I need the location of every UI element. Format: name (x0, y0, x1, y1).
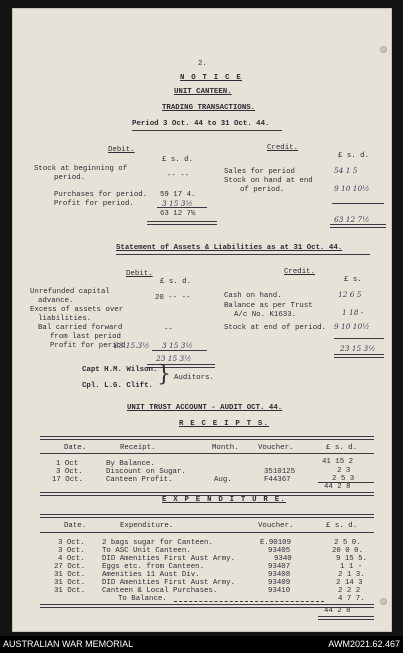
sales-label: Sales for period (224, 168, 295, 176)
receipt-row-2-date: 3 Oct. (56, 468, 83, 476)
receipt-row-2-desc: Discount on Sugar. (106, 468, 186, 476)
auditor-two: Cpl. L.G. Clift. (82, 382, 153, 390)
receipt-row-1-desc: By Balance. (106, 460, 155, 468)
exp-row-8-amount: 4 7 7. (338, 595, 365, 603)
trading-lsd-head-left: £ s. d. (162, 156, 194, 164)
exp-row-7-voucher: 93410 (268, 587, 291, 595)
exp-row-5-voucher: 93408 (268, 571, 291, 579)
period-heading: Period 3 Oct. 44 to 31 Oct. 44. (132, 120, 270, 128)
expenditure-total: 44 2 8 (324, 607, 351, 615)
auditors-brace: } (157, 362, 171, 387)
receipts-header-rule (40, 453, 374, 454)
exp-row-6-amount: 2 14 3 (336, 579, 363, 587)
receipt-row-3-desc: Canteen Profit. (106, 476, 173, 484)
exp-row-4-desc: Eggs etc. from Canteen. (102, 563, 205, 571)
statement-credit-rule (334, 338, 384, 339)
exp-row-2-amount: 20 0 0. (332, 547, 364, 555)
document-page (12, 8, 392, 632)
balance-value: 1 18 - (342, 308, 364, 317)
stock-end-label-2: of period. (240, 186, 285, 194)
balance-label-2: A/c No. K1633. (234, 311, 297, 319)
statement-heading: Statement of Assets & Liabilities as at 31 Oct. 44. (116, 244, 343, 252)
exp-row-5-amount: 2 1 3. (338, 571, 365, 579)
exp-row-7-amount: 2 2 2 (338, 587, 361, 595)
profit-label: Profit for period. (54, 200, 134, 208)
stock-begin-value: -- -- (167, 172, 190, 180)
unrefunded-value: 20 -- -- (155, 294, 191, 302)
archive-footer (0, 636, 403, 653)
bal-carried-label-1: Bal carried forward (38, 324, 123, 332)
receipt-row-1-amount: 41 15 2 (322, 458, 354, 466)
bal-carried-value: -- (164, 326, 173, 334)
trading-credit-head: Credit. (267, 144, 299, 152)
stock-end-value: 9 10 10½ (334, 184, 370, 193)
statement-underline (116, 254, 370, 255)
exp-row-2-desc: To ASC Unit Canteen. (102, 547, 191, 555)
exp-row-4-voucher: 93407 (268, 563, 291, 571)
statement-profit-value: £3.15.3½ (114, 341, 150, 350)
exp-row-4-date: 27 Oct. (54, 563, 86, 571)
purchases-value: 59 17 4. (160, 191, 196, 199)
statement-stock-value: 9 10 10½ (334, 322, 370, 331)
receipts-col-receipt: Receipt. (120, 444, 156, 452)
footer-institution: AUSTRALIAN WAR MEMORIAL (3, 639, 134, 649)
exp-row-2-date: 3 Oct. (58, 547, 85, 555)
trust-heading: UNIT TRUST ACCOUNT - AUDIT OCT. 44. (127, 404, 283, 412)
trading-debit-rule (157, 207, 207, 208)
exp-row-4-amount: 1 1 - (340, 563, 363, 571)
trading-debit-double-rule (147, 221, 217, 225)
expenditure-col-amount: £ s. d. (326, 522, 358, 530)
exp-row-6-voucher: 93409 (268, 579, 291, 587)
receipt-row-3-date: 17 Oct. (52, 476, 84, 484)
trading-credit-double-rule (330, 224, 386, 228)
purchases-label: Purchases for period. (54, 191, 148, 199)
statement-stock-label: Stock at end of period. (224, 324, 327, 332)
trading-lsd-head-right: £ s. d. (338, 152, 370, 160)
exp-row-6-date: 31 Oct. (54, 579, 86, 587)
exp-row-8-desc: To Balance. (118, 595, 167, 603)
receipt-row-2-amount: 2 3 (337, 467, 351, 475)
trading-debit-total: 63 12 7½ (160, 210, 196, 218)
receipts-col-date: Date. (64, 444, 87, 452)
stock-end-label-1: Stock on hand at end (224, 177, 313, 185)
expenditure-col-date: Date. (64, 522, 87, 530)
statement-debit-total: 23 15 3½ (156, 354, 192, 363)
bal-carried-label-2: from last period (50, 333, 121, 341)
stock-begin-label-1: Stock at beginning of (34, 165, 128, 173)
expenditure-heading: E X P E N D I T U R E. (162, 496, 286, 504)
cash-value: 12 6 5 (338, 290, 362, 299)
statement-credit-head: Credit. (284, 268, 316, 276)
period-underline (132, 130, 282, 131)
statement-lsd-head: £ s. d. (160, 278, 192, 286)
profit-value: 3 15 3½ (162, 199, 193, 208)
exp-row-3-desc: DID Amenities First Aust Army. (102, 555, 236, 563)
trading-credit-rule (332, 203, 384, 204)
notice-heading: N O T I C E (180, 74, 242, 82)
excess-label-1: Excess of assets over (30, 306, 124, 314)
exp-row-7-date: 31 Oct. (54, 587, 86, 595)
unit-heading: UNIT CANTEEN. (174, 88, 232, 96)
expenditure-top-rule (40, 514, 374, 518)
receipts-col-amount: £ s. d. (326, 444, 358, 452)
unrefunded-label-2: advance. (38, 297, 74, 305)
exp-row-7-desc: Canteen & Local Purchases. (102, 587, 218, 595)
statement-debit-rule (152, 350, 207, 351)
statement-credit-total: 23 15 3½ (340, 344, 376, 353)
punch-hole-bottom (380, 598, 387, 605)
receipts-heading: R E C E I P T S. (179, 420, 270, 428)
auditors-label: Auditors. (174, 374, 214, 382)
statement-debit-head: Debit. (126, 270, 153, 278)
balance-label-1: Balance as per Trust (224, 302, 313, 310)
receipts-total: 44 2 8 (324, 483, 351, 491)
statement-credit-double-rule (334, 354, 384, 358)
trading-debit-head: Debit. (108, 146, 135, 154)
footer-accession: AWM2021.62.467 (328, 639, 400, 649)
exp-row-5-date: 31 Oct. (54, 571, 86, 579)
to-balance-leader (174, 601, 324, 602)
receipt-row-1-date: 1 Oct (56, 460, 79, 468)
exp-row-1-voucher: E.90109 (260, 539, 292, 547)
receipt-row-3-voucher: F44367 (264, 476, 291, 484)
punch-hole-top (380, 46, 387, 53)
expenditure-col-desc: Expenditure. (120, 522, 174, 530)
receipts-col-month: Month. (212, 444, 239, 452)
statement-profit-label: Profit for period (50, 342, 126, 350)
receipts-col-voucher: Voucher. (258, 444, 294, 452)
excess-label-2: liabilities. (38, 315, 92, 323)
auditor-one: Capt H.M. Wilson. (82, 366, 158, 374)
cash-label: Cash on hand. (224, 292, 282, 300)
receipts-top-rule (40, 436, 374, 440)
statement-pound-head: £ s. (344, 276, 362, 284)
exp-row-1-desc: 2 bags sugar for Canteen. (102, 539, 213, 547)
statement-profit-value-2: 3 15 3½ (162, 341, 193, 350)
stock-begin-label-2: period. (54, 174, 86, 182)
exp-row-1-amount: 2 5 0. (334, 539, 361, 547)
expenditure-header-rule (40, 532, 374, 533)
receipt-row-3-month: Aug. (214, 476, 232, 484)
exp-row-6-desc: DID Amenities First Aust Army. (102, 579, 236, 587)
expenditure-col-voucher: Voucher. (258, 522, 294, 530)
trading-heading: TRADING TRANSACTIONS. (162, 104, 256, 112)
receipt-row-3-amount: 2 5 3 (332, 475, 355, 483)
unrefunded-label-1: Unrefunded capital (30, 288, 110, 296)
exp-row-3-voucher: 9340 (274, 555, 292, 563)
exp-row-3-date: 4 Oct. (58, 555, 85, 563)
expenditure-total-rule (318, 616, 374, 620)
receipt-row-2-voucher: 3510125 (264, 468, 296, 476)
exp-row-2-voucher: 93405 (268, 547, 291, 555)
exp-row-1-date: 3 Oct. (58, 539, 85, 547)
sales-value: 54 1 5 (334, 166, 358, 175)
trading-credit-total: 63 12 7½ (334, 215, 370, 224)
exp-row-5-desc: Amenities 11 Aust Div. (102, 571, 200, 579)
exp-row-3-amount: 9 15 5. (336, 555, 368, 563)
page-number: 2. (198, 60, 207, 68)
